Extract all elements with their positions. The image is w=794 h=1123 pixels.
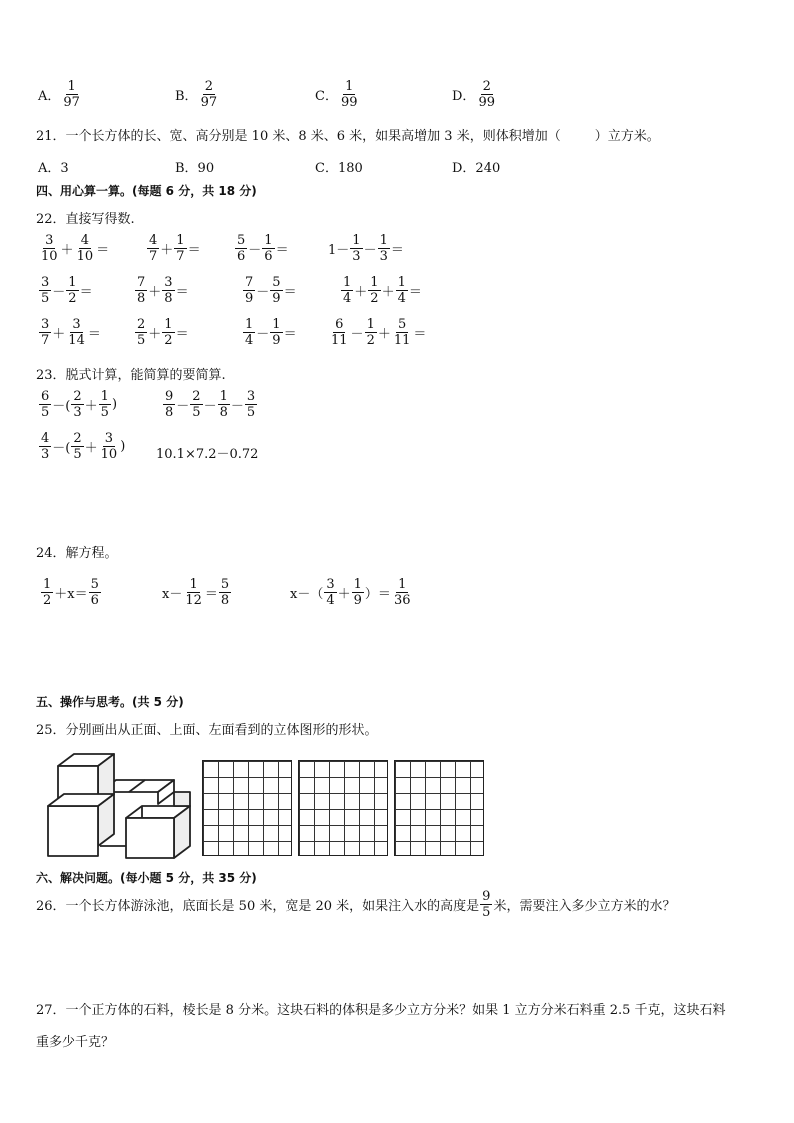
fraction-numerator: 1 xyxy=(352,233,361,248)
q21-option-c: C．180 xyxy=(315,161,363,176)
math-operator: ＝ xyxy=(283,285,297,300)
fraction-numerator: 4 xyxy=(80,233,89,248)
fraction xyxy=(89,578,101,607)
math-operator: ) xyxy=(120,439,126,454)
fraction-numerator: 5 xyxy=(90,577,99,592)
fraction xyxy=(162,318,174,347)
fraction xyxy=(174,234,186,263)
fraction-numerator: 1 xyxy=(264,233,273,248)
fraction-denominator: 3 xyxy=(41,447,50,462)
fraction xyxy=(99,432,120,461)
math-operator: ＋ xyxy=(381,285,395,300)
math-operator: ＋x＝ xyxy=(54,587,88,602)
math-operator: ＝ xyxy=(175,285,189,300)
fraction-numerator: 3 xyxy=(164,275,173,290)
fraction-numerator: 5 xyxy=(237,233,246,248)
fraction-denominator: 2 xyxy=(164,333,173,348)
fraction-numerator: 1 xyxy=(164,317,173,332)
q23-expr-1 xyxy=(38,390,117,419)
fraction xyxy=(235,234,247,263)
math-operator: － xyxy=(256,327,270,342)
fraction-denominator: 10 xyxy=(100,447,118,462)
q20-option-b xyxy=(175,80,220,109)
fraction xyxy=(218,390,230,419)
fraction-denominator: 14 xyxy=(68,333,85,348)
fraction xyxy=(183,578,204,607)
fraction xyxy=(190,390,202,419)
fraction xyxy=(162,276,174,305)
fraction-denominator: 5 xyxy=(41,291,50,306)
math-operator: ＋ xyxy=(354,285,368,300)
fraction-numerator: 6 xyxy=(335,317,344,332)
fraction xyxy=(39,276,51,305)
fraction-numerator: 3 xyxy=(104,431,114,446)
cube-stack-figure xyxy=(44,752,196,860)
math-operator: ＝ xyxy=(204,587,218,602)
fraction xyxy=(75,234,96,263)
math-operator: ＋ xyxy=(84,441,98,456)
fraction-numerator: 4 xyxy=(149,233,158,248)
fraction-numerator: 5 xyxy=(272,275,281,290)
fraction-denominator: 4 xyxy=(326,593,335,608)
section-5-heading: 五、操作与思考。(共 5 分) xyxy=(36,695,184,709)
fraction-denominator: 9 xyxy=(272,333,281,348)
fraction xyxy=(135,276,147,305)
fraction xyxy=(199,80,220,109)
fraction-numerator: 3 xyxy=(41,317,50,332)
q25-title: 25．分别画出从正面、上面、左面看到的立体图形的形状。 xyxy=(36,723,378,738)
fraction-numerator: 1 xyxy=(370,275,379,290)
fraction xyxy=(350,234,362,263)
fraction xyxy=(66,318,87,347)
left-view-grid[interactable] xyxy=(394,760,484,856)
fraction-denominator: 8 xyxy=(219,405,228,420)
fraction-denominator: 9 xyxy=(353,593,362,608)
fraction-denominator: 2 xyxy=(43,593,52,608)
fraction-denominator: 2 xyxy=(370,291,379,306)
q22-expr xyxy=(38,276,93,305)
math-operator: B． xyxy=(175,89,198,104)
fraction-numerator: 1 xyxy=(272,317,281,332)
math-operator: ＋ xyxy=(60,243,74,258)
math-operator: ＝ xyxy=(283,327,297,342)
fraction-numerator: 1 xyxy=(343,275,352,290)
fraction-denominator: 2 xyxy=(68,291,77,306)
fraction-numerator: 7 xyxy=(137,275,146,290)
q27-line-2: 重多少千克？ xyxy=(36,1035,115,1050)
fraction xyxy=(396,276,408,305)
q22-expr xyxy=(38,318,101,347)
fraction-denominator: 3 xyxy=(352,249,361,264)
fraction-denominator: 11 xyxy=(331,333,348,348)
fraction-denominator: 12 xyxy=(185,593,202,608)
fraction-numerator: 1 xyxy=(219,389,228,404)
fraction-denominator: 8 xyxy=(137,291,146,306)
fraction-denominator: 8 xyxy=(164,291,173,306)
q22-expr xyxy=(134,318,189,347)
fraction-numerator: 5 xyxy=(397,317,407,332)
math-operator: ＝ xyxy=(96,243,110,258)
fraction xyxy=(365,318,377,347)
q22-title: 22．直接写得数. xyxy=(36,212,135,227)
math-operator: ）＝ xyxy=(364,587,391,602)
fraction xyxy=(480,890,492,919)
math-operator: ＋ xyxy=(148,327,162,342)
math-operator: A． xyxy=(38,89,61,104)
fraction-numerator: 3 xyxy=(246,389,256,404)
q22-expr xyxy=(38,234,109,263)
q24-title: 24．解方程。 xyxy=(36,546,118,561)
fraction-numerator: 2 xyxy=(204,79,213,94)
fraction xyxy=(270,318,282,347)
q21-option-a: A．3 xyxy=(38,161,69,176)
math-operator: ＝ xyxy=(413,327,427,342)
fraction-numerator: 1 xyxy=(379,233,388,248)
fraction-denominator: 99 xyxy=(478,95,495,110)
fraction-denominator: 10 xyxy=(41,249,58,264)
q21-option-d: D．240 xyxy=(452,161,501,176)
math-operator: ＋ xyxy=(160,243,174,258)
q22-expr xyxy=(328,234,404,263)
fraction-denominator: 5 xyxy=(246,405,256,420)
math-operator: 1－ xyxy=(328,243,350,258)
fraction-denominator: 99 xyxy=(340,95,358,110)
fraction-numerator: 4 xyxy=(41,431,50,446)
q24-equation-1 xyxy=(40,578,102,607)
fraction-numerator: 9 xyxy=(165,389,174,404)
fraction xyxy=(368,276,380,305)
math-operator: － xyxy=(350,327,364,342)
q22-expr xyxy=(134,276,189,305)
fraction-denominator: 5 xyxy=(100,405,109,420)
fraction-numerator: 1 xyxy=(353,577,362,592)
q23-expr-2 xyxy=(162,390,258,419)
fraction-numerator: 2 xyxy=(482,79,491,94)
section-4-heading: 四、用心算一算。(每题 6 分，共 18 分) xyxy=(36,184,257,198)
fraction-denominator: 10 xyxy=(76,249,94,264)
math-operator: ＋ xyxy=(52,327,66,342)
fraction xyxy=(392,318,413,347)
math-operator: ＝ xyxy=(175,327,189,342)
fraction-numerator: 1 xyxy=(43,577,52,592)
fraction xyxy=(39,234,60,263)
fraction-numerator: 5 xyxy=(220,577,230,592)
fraction-numerator: 1 xyxy=(245,317,254,332)
q23-expr-4: 10.1×7.2－0.72 xyxy=(156,447,259,462)
math-operator: 26．一个长方体游泳池，底面长是 50 米，宽是 20 米，如果注入水的高度是 xyxy=(36,899,480,914)
math-operator: 米，需要注入多少立方米的水？ xyxy=(493,899,676,914)
math-operator: ＋ xyxy=(148,285,162,300)
math-operator: － xyxy=(230,399,244,414)
math-operator: － xyxy=(256,285,270,300)
fraction xyxy=(243,318,255,347)
fraction xyxy=(71,390,83,419)
fraction xyxy=(339,80,360,109)
front-view-grid[interactable] xyxy=(202,760,292,856)
math-operator: x－ xyxy=(162,587,183,602)
fraction-numerator: 1 xyxy=(68,275,77,290)
fraction-denominator: 5 xyxy=(192,405,201,420)
q22-expr xyxy=(242,276,297,305)
fraction xyxy=(341,276,353,305)
fraction xyxy=(476,80,497,109)
fraction-denominator: 7 xyxy=(149,249,158,264)
q22-expr xyxy=(340,276,422,305)
math-operator: ) xyxy=(111,397,118,412)
math-operator: ＝ xyxy=(275,243,289,258)
q24-equation-3 xyxy=(290,578,413,607)
fraction xyxy=(392,578,413,607)
fraction-denominator: 3 xyxy=(379,249,388,264)
math-operator: x－（ xyxy=(290,587,324,602)
math-operator: C． xyxy=(315,89,338,104)
q21-option-b: B．90 xyxy=(175,161,215,176)
q20-option-d xyxy=(452,80,498,109)
fraction-denominator: 6 xyxy=(237,249,246,264)
q22-expr xyxy=(234,234,289,263)
fraction xyxy=(41,578,53,607)
fraction-denominator: 9 xyxy=(245,291,254,306)
fraction-numerator: 6 xyxy=(41,389,50,404)
math-operator: ＋ xyxy=(377,327,391,342)
fraction-numerator: 1 xyxy=(398,577,407,592)
math-operator: ＝ xyxy=(390,243,404,258)
fraction xyxy=(324,578,336,607)
fraction xyxy=(147,234,159,263)
fraction-numerator: 3 xyxy=(72,317,81,332)
fraction-denominator: 5 xyxy=(137,333,146,348)
q23-title: 23．脱式计算，能简算的要简算. xyxy=(36,368,226,383)
fraction-denominator: 4 xyxy=(245,333,254,348)
fraction-numerator: 1 xyxy=(345,79,354,94)
fraction-denominator: 5 xyxy=(482,905,491,920)
fraction-numerator: 1 xyxy=(100,389,109,404)
q22-expr xyxy=(146,234,201,263)
fraction xyxy=(329,318,350,347)
q26-stem xyxy=(36,890,675,919)
fraction xyxy=(39,318,51,347)
math-operator: － xyxy=(248,243,262,258)
q22-expr xyxy=(242,318,297,347)
fraction-numerator: 3 xyxy=(41,275,50,290)
fraction xyxy=(135,318,147,347)
fraction xyxy=(66,276,78,305)
fraction-denominator: 9 xyxy=(272,291,281,306)
fraction-numerator: 1 xyxy=(397,275,406,290)
math-operator: － xyxy=(52,285,66,300)
fraction-numerator: 1 xyxy=(67,79,76,94)
fraction-numerator: 2 xyxy=(73,431,82,446)
fraction-denominator: 6 xyxy=(264,249,273,264)
fraction-denominator: 5 xyxy=(41,405,50,420)
fraction-numerator: 1 xyxy=(366,317,375,332)
fraction-denominator: 2 xyxy=(366,333,375,348)
fraction-denominator: 36 xyxy=(393,593,411,608)
q20-option-a xyxy=(38,80,83,109)
math-operator: － xyxy=(176,399,190,414)
q23-expr-3 xyxy=(38,432,125,461)
fraction-denominator: 8 xyxy=(220,593,230,608)
fraction xyxy=(219,578,231,607)
fraction-denominator: 5 xyxy=(73,447,82,462)
math-operator: ＝ xyxy=(408,285,422,300)
fraction-denominator: 4 xyxy=(397,291,406,306)
fraction xyxy=(71,432,83,461)
fraction-numerator: 3 xyxy=(326,577,335,592)
fraction xyxy=(39,390,51,419)
fraction xyxy=(270,276,282,305)
q20-option-c xyxy=(315,80,361,109)
fraction xyxy=(99,390,111,419)
fraction xyxy=(262,234,274,263)
math-operator: D． xyxy=(452,89,476,104)
fraction xyxy=(163,390,175,419)
fraction-denominator: 4 xyxy=(343,291,352,306)
math-operator: ＋ xyxy=(337,587,351,602)
fraction-denominator: 3 xyxy=(73,405,82,420)
fraction xyxy=(61,80,82,109)
lower-left-cube xyxy=(48,806,98,856)
fraction-numerator: 2 xyxy=(192,389,201,404)
right-cube xyxy=(126,818,174,858)
fraction-denominator: 7 xyxy=(176,249,185,264)
fraction xyxy=(378,234,390,263)
math-operator: ＝ xyxy=(187,243,201,258)
section-6-heading: 六、解决问题。(每小题 5 分，共 35 分) xyxy=(36,871,257,885)
fraction xyxy=(245,390,257,419)
math-operator: －( xyxy=(52,441,71,456)
fraction-denominator: 8 xyxy=(165,405,174,420)
q22-expr xyxy=(328,318,426,347)
fraction-denominator: 7 xyxy=(41,333,50,348)
math-operator: －( xyxy=(52,399,71,414)
q27-line-1: 27．一个正方体的石料，棱长是 8 分米。这块石料的体积是多少立方分米？如果 1 立方分米石料重 2.5 千克，这块石料 xyxy=(36,1003,726,1018)
q21-stem: 21．一个长方体的长、宽、高分别是 10 米、8 米、6 米，如果高增加 3 米，则体积增加（ ）立方米。 xyxy=(36,129,660,144)
math-operator: ＋ xyxy=(84,399,98,414)
fraction xyxy=(39,432,51,461)
math-operator: － xyxy=(203,399,217,414)
fraction-denominator: 11 xyxy=(393,333,411,348)
math-operator: ＝ xyxy=(87,327,101,342)
fraction-numerator: 3 xyxy=(45,233,54,248)
fraction-denominator: 97 xyxy=(200,95,218,110)
fraction-numerator: 9 xyxy=(482,889,491,904)
fraction-denominator: 6 xyxy=(90,593,99,608)
fraction xyxy=(243,276,255,305)
q24-equation-2 xyxy=(162,578,232,607)
fraction-numerator: 2 xyxy=(73,389,82,404)
math-operator: ＝ xyxy=(79,285,93,300)
math-operator: － xyxy=(363,243,377,258)
fraction-denominator: 97 xyxy=(63,95,80,110)
fraction-numerator: 1 xyxy=(176,233,185,248)
fraction xyxy=(352,578,364,607)
fraction-numerator: 1 xyxy=(189,577,198,592)
fraction-numerator: 7 xyxy=(245,275,254,290)
top-view-grid[interactable] xyxy=(298,760,388,856)
fraction-numerator: 2 xyxy=(137,317,146,332)
